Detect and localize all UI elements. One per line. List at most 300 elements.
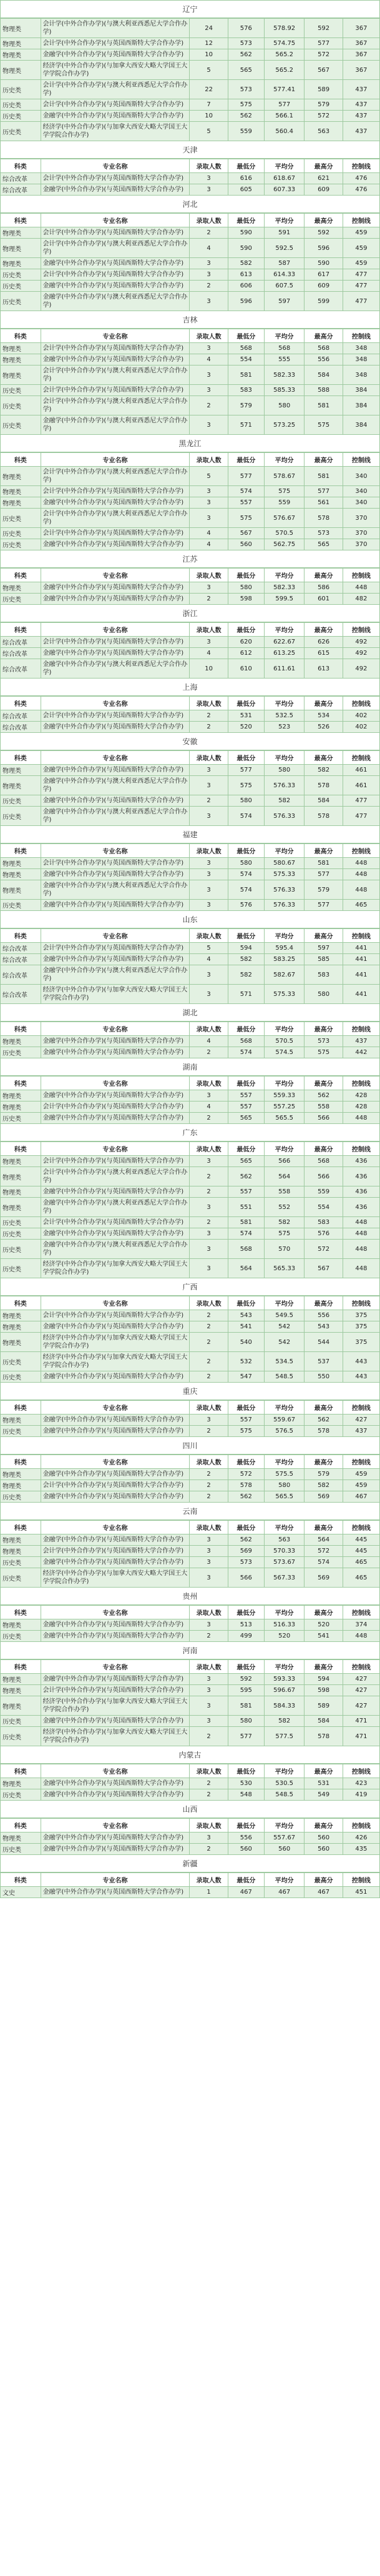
province-title: 河南: [0, 1642, 380, 1659]
admitted-count-cell: 3: [190, 776, 228, 795]
header-admitted: 录取人数: [190, 159, 228, 173]
major-cell: 金融学(中外合作办学)(与英国西斯特大学合作办学): [41, 497, 190, 509]
avg-score-cell: 532.5: [264, 710, 304, 722]
header-category: 科类: [1, 1142, 41, 1156]
max-score-cell: 597: [304, 943, 343, 954]
admitted-count-cell: 3: [190, 869, 228, 880]
category-cell: 物理类: [1, 1685, 41, 1696]
category-cell: 历史类: [1, 1113, 41, 1124]
major-cell: 金融学(中外合作办学)(与澳大利亚西悉尼大学合作办学): [41, 292, 190, 311]
max-score-cell: 572: [304, 111, 343, 122]
max-score-cell: 541: [304, 1631, 343, 1642]
header-row: [1, 1077, 380, 1090]
category-cell: 物理类: [1, 1090, 41, 1102]
major-cell: 金融学(中外合作办学)(与澳大利亚西悉尼大学合作办学): [41, 1198, 190, 1217]
admitted-count-cell: 2: [190, 594, 228, 605]
control-line-cell: 437: [343, 99, 379, 111]
min-score-cell: 568: [228, 1240, 264, 1259]
score-table: [0, 452, 380, 550]
max-score-cell: 567: [304, 61, 343, 80]
table-row: [1, 1102, 380, 1113]
score-table: [0, 1400, 380, 1437]
avg-score-cell: 570.5: [264, 1036, 304, 1047]
min-score-cell: 574: [228, 880, 264, 900]
avg-score-cell: 607.5: [264, 281, 304, 292]
max-score-cell: 609: [304, 281, 343, 292]
max-score-cell: 584: [304, 366, 343, 385]
avg-score-cell: 467: [264, 1887, 304, 1898]
header-row: [1, 1764, 380, 1778]
max-score-cell: 566: [304, 1167, 343, 1186]
admitted-count-cell: 3: [190, 1568, 228, 1588]
header-row: [1, 1022, 380, 1036]
control-line-cell: 367: [343, 61, 379, 80]
header-admitted: 录取人数: [190, 1873, 228, 1887]
header-min-score: 最低分: [228, 697, 264, 710]
max-score-cell: 554: [304, 1198, 343, 1217]
min-score-cell: 572: [228, 1469, 264, 1480]
max-score-cell: 596: [304, 239, 343, 258]
header-max-score: 最高分: [304, 569, 343, 582]
control-line-cell: 436: [343, 1186, 379, 1198]
header-major: 专业名称: [41, 453, 190, 467]
avg-score-cell: 575.33: [264, 869, 304, 880]
table-row: [1, 227, 380, 239]
table-row: [1, 1310, 380, 1321]
category-cell: 物理类: [1, 858, 41, 869]
min-score-cell: 582: [228, 954, 264, 965]
admitted-count-cell: 4: [190, 528, 228, 539]
control-line-cell: 482: [343, 594, 379, 605]
admitted-count-cell: 3: [190, 1090, 228, 1102]
max-score-cell: 590: [304, 258, 343, 269]
min-score-cell: 616: [228, 173, 264, 184]
admitted-count-cell: 3: [190, 765, 228, 776]
admitted-count-cell: 3: [190, 415, 228, 435]
avg-score-cell: 523: [264, 722, 304, 733]
header-max-score: 最高分: [304, 844, 343, 858]
major-cell: 金融学(中外合作办学)(与英国西斯特大学合作办学): [41, 648, 190, 659]
major-cell: 会计学(中外合作办学)(与英国西斯特大学合作办学): [41, 99, 190, 111]
header-category: 科类: [1, 1022, 41, 1036]
admitted-count-cell: 4: [190, 648, 228, 659]
major-cell: 金融学(中外合作办学)(与英国西斯特大学合作办学): [41, 594, 190, 605]
max-score-cell: 577: [304, 486, 343, 497]
header-avg-score: 平均分: [264, 1077, 304, 1090]
major-cell: 金融学(中外合作办学)(与英国西斯特大学合作办学): [41, 1047, 190, 1058]
avg-score-cell: 520: [264, 1631, 304, 1642]
header-major: 专业名称: [41, 1296, 190, 1310]
control-line-cell: 436: [343, 1198, 379, 1217]
table-row: [1, 539, 380, 550]
max-score-cell: 573: [304, 528, 343, 539]
score-table: [0, 750, 380, 826]
header-max-score: 最高分: [304, 1873, 343, 1887]
avg-score-cell: 574.5: [264, 1047, 304, 1058]
major-cell: 会计学(中外合作办学)(与英国西斯特大学合作办学): [41, 1546, 190, 1557]
header-category: 科类: [1, 1401, 41, 1415]
header-category: 科类: [1, 697, 41, 710]
header-min-score: 最低分: [228, 569, 264, 582]
category-cell: 物理类: [1, 1696, 41, 1716]
table-row: [1, 1491, 380, 1503]
header-major: 专业名称: [41, 1455, 190, 1469]
avg-score-cell: 582: [264, 795, 304, 807]
table-row: [1, 1113, 380, 1124]
admitted-count-cell: 3: [190, 292, 228, 311]
major-cell: 会计学(中外合作办学)(与英国西斯特大学合作办学): [41, 710, 190, 722]
max-score-cell: 568: [304, 343, 343, 354]
header-row: [1, 1142, 380, 1156]
admitted-count-cell: 10: [190, 659, 228, 679]
category-cell: 历史类: [1, 281, 41, 292]
max-score-cell: 543: [304, 1321, 343, 1333]
min-score-cell: 530: [228, 1778, 264, 1789]
avg-score-cell: 552: [264, 1198, 304, 1217]
header-control-line: 控制线: [343, 1819, 379, 1833]
avg-score-cell: 578.92: [264, 19, 304, 38]
min-score-cell: 592: [228, 1674, 264, 1685]
major-cell: 会计学(中外合作办学)(与英国西斯特大学合作办学): [41, 1310, 190, 1321]
max-score-cell: 565: [304, 539, 343, 550]
header-row: [1, 1401, 380, 1415]
avg-score-cell: 542: [264, 1321, 304, 1333]
header-control-line: 控制线: [343, 453, 379, 467]
admitted-count-cell: 2: [190, 227, 228, 239]
max-score-cell: 577: [304, 869, 343, 880]
admitted-count-cell: 2: [190, 1310, 228, 1321]
category-cell: 历史类: [1, 1371, 41, 1383]
control-line-cell: 441: [343, 965, 379, 985]
avg-score-cell: 591: [264, 227, 304, 239]
max-score-cell: 531: [304, 1778, 343, 1789]
category-cell: 物理类: [1, 467, 41, 486]
control-line-cell: 448: [343, 880, 379, 900]
category-cell: 物理类: [1, 1833, 41, 1844]
table-row: [1, 1480, 380, 1491]
category-cell: 物理类: [1, 1036, 41, 1047]
max-score-cell: 578: [304, 776, 343, 795]
header-avg-score: 平均分: [264, 751, 304, 765]
category-cell: 综合改革: [1, 722, 41, 733]
category-cell: 历史类: [1, 415, 41, 435]
max-score-cell: 582: [304, 765, 343, 776]
avg-score-cell: 618.67: [264, 173, 304, 184]
category-cell: 文史: [1, 1887, 41, 1898]
header-category: 科类: [1, 1455, 41, 1469]
admitted-count-cell: 2: [190, 1426, 228, 1437]
category-cell: 物理类: [1, 1156, 41, 1167]
min-score-cell: 580: [228, 858, 264, 869]
max-score-cell: 567: [304, 1259, 343, 1278]
major-cell: 金融学(中外合作办学)(与英国西斯特大学合作办学): [41, 1844, 190, 1855]
header-control-line: 控制线: [343, 569, 379, 582]
province-title: 湖南: [0, 1058, 380, 1076]
major-cell: 金融学(中外合作办学)(与英国西斯特大学合作办学): [41, 1557, 190, 1568]
header-category: 科类: [1, 1521, 41, 1534]
header-max-score: 最高分: [304, 1077, 343, 1090]
min-score-cell: 574: [228, 1228, 264, 1240]
header-avg-score: 平均分: [264, 159, 304, 173]
header-avg-score: 平均分: [264, 1455, 304, 1469]
category-cell: 历史类: [1, 292, 41, 311]
table-row: [1, 776, 380, 795]
province-title: 江苏: [0, 550, 380, 568]
min-score-cell: 562: [228, 1534, 264, 1546]
major-cell: 经济学(中外合作办学)(与加拿大西安大略大学国王大学学院合作办学): [41, 985, 190, 1004]
avg-score-cell: 592.5: [264, 239, 304, 258]
header-control-line: 控制线: [343, 844, 379, 858]
header-control-line: 控制线: [343, 329, 379, 343]
avg-score-cell: 575.5: [264, 1469, 304, 1480]
header-admitted: 录取人数: [190, 1606, 228, 1619]
major-cell: 金融学(中外合作办学)(与英国西斯特大学合作办学): [41, 795, 190, 807]
table-row: [1, 1789, 380, 1801]
table-row: [1, 869, 380, 880]
major-cell: 会计学(中外合作办学)(与英国西斯特大学合作办学): [41, 269, 190, 281]
avg-score-cell: 578.67: [264, 467, 304, 486]
admitted-count-cell: 2: [190, 1186, 228, 1198]
category-cell: 历史类: [1, 111, 41, 122]
min-score-cell: 559: [228, 122, 264, 141]
major-cell: 金融学(中外合作办学)(与英国西斯特大学合作办学): [41, 1778, 190, 1789]
major-cell: 会计学(中外合作办学)(与英国西斯特大学合作办学): [41, 637, 190, 648]
max-score-cell: 578: [304, 807, 343, 826]
table-row: [1, 49, 380, 61]
control-line-cell: 428: [343, 1102, 379, 1113]
major-cell: 会计学(中外合作办学)(与英国西斯特大学合作办学): [41, 1480, 190, 1491]
control-line-cell: 448: [343, 1631, 379, 1642]
control-line-cell: 471: [343, 1727, 379, 1746]
score-table: [0, 329, 380, 435]
table-row: [1, 943, 380, 954]
control-line-cell: 477: [343, 807, 379, 826]
header-avg-score: 平均分: [264, 1764, 304, 1778]
min-score-cell: 467: [228, 1887, 264, 1898]
control-line-cell: 374: [343, 1619, 379, 1631]
max-score-cell: 578: [304, 1426, 343, 1437]
max-score-cell: 572: [304, 49, 343, 61]
major-cell: 会计学(中外合作办学)(与英国西斯特大学合作办学): [41, 343, 190, 354]
table-row: [1, 1696, 380, 1716]
control-line-cell: 348: [343, 366, 379, 385]
category-cell: 物理类: [1, 1415, 41, 1426]
control-line-cell: 459: [343, 258, 379, 269]
table-row: [1, 1240, 380, 1259]
min-score-cell: 573: [228, 38, 264, 49]
control-line-cell: 441: [343, 954, 379, 965]
major-cell: 会计学(中外合作办学)(与澳大利亚西悉尼大学合作办学): [41, 19, 190, 38]
major-cell: 会计学(中外合作办学)(与英国西斯特大学合作办学): [41, 385, 190, 396]
avg-score-cell: 566: [264, 1156, 304, 1167]
table-row: [1, 258, 380, 269]
control-line-cell: 476: [343, 173, 379, 184]
avg-score-cell: 549.5: [264, 1310, 304, 1321]
category-cell: 历史类: [1, 509, 41, 528]
avg-score-cell: 548.5: [264, 1371, 304, 1383]
major-cell: 金融学(中外合作办学)(与英国西斯特大学合作办学): [41, 1113, 190, 1124]
max-score-cell: 560: [304, 1833, 343, 1844]
major-cell: 金融学(中外合作办学)(与澳大利亚西悉尼大学合作办学): [41, 659, 190, 679]
admitted-count-cell: 3: [190, 965, 228, 985]
max-score-cell: 559: [304, 1186, 343, 1198]
admitted-count-cell: 2: [190, 1352, 228, 1371]
header-min-score: 最低分: [228, 1455, 264, 1469]
control-line-cell: 445: [343, 1534, 379, 1546]
control-line-cell: 477: [343, 292, 379, 311]
major-cell: 会计学(中外合作办学)(与英国西斯特大学合作办学): [41, 1156, 190, 1167]
table-row: [1, 985, 380, 1004]
max-score-cell: 560: [304, 1844, 343, 1855]
control-line-cell: 441: [343, 985, 379, 1004]
min-score-cell: 590: [228, 239, 264, 258]
header-category: 科类: [1, 1660, 41, 1674]
min-score-cell: 575: [228, 776, 264, 795]
table-row: [1, 1090, 380, 1102]
header-min-score: 最低分: [228, 1660, 264, 1674]
major-cell: 金融学(中外合作办学)(与英国西斯特大学合作办学): [41, 765, 190, 776]
max-score-cell: 601: [304, 594, 343, 605]
max-score-cell: 581: [304, 467, 343, 486]
table-row: [1, 1156, 380, 1167]
score-table: [0, 1022, 380, 1058]
max-score-cell: 613: [304, 659, 343, 679]
header-avg-score: 平均分: [264, 1296, 304, 1310]
control-line-cell: 476: [343, 184, 379, 196]
admitted-count-cell: 3: [190, 1619, 228, 1631]
category-cell: 物理类: [1, 366, 41, 385]
min-score-cell: 513: [228, 1619, 264, 1631]
header-min-score: 最低分: [228, 1296, 264, 1310]
header-min-score: 最低分: [228, 1077, 264, 1090]
score-table: [0, 696, 380, 733]
major-cell: 金融学(中外合作办学)(与英国西斯特大学合作办学): [41, 1371, 190, 1383]
avg-score-cell: 557.67: [264, 1833, 304, 1844]
header-major: 专业名称: [41, 1606, 190, 1619]
province-title: 内蒙古: [0, 1746, 380, 1764]
header-major: 专业名称: [41, 751, 190, 765]
max-score-cell: 576: [304, 1228, 343, 1240]
header-major: 专业名称: [41, 697, 190, 710]
avg-score-cell: 585.33: [264, 385, 304, 396]
major-cell: 金融学(中外合作办学)(与英国西斯特大学合作办学): [41, 1321, 190, 1333]
table-row: [1, 239, 380, 258]
major-cell: 会计学(中外合作办学)(与澳大利亚西悉尼大学合作办学): [41, 239, 190, 258]
max-score-cell: 564: [304, 1534, 343, 1546]
max-score-cell: 586: [304, 582, 343, 594]
category-cell: 综合改革: [1, 954, 41, 965]
avg-score-cell: 516.33: [264, 1619, 304, 1631]
min-score-cell: 564: [228, 1259, 264, 1278]
table-row: [1, 184, 380, 196]
header-max-score: 最高分: [304, 159, 343, 173]
header-min-score: 最低分: [228, 1401, 264, 1415]
table-row: [1, 497, 380, 509]
table-row: [1, 1534, 380, 1546]
table-row: [1, 396, 380, 415]
major-cell: 金融学(中外合作办学)(与英国西斯特大学合作办学): [41, 539, 190, 550]
admitted-count-cell: 4: [190, 1036, 228, 1047]
admitted-count-cell: 2: [190, 1469, 228, 1480]
category-cell: 综合改革: [1, 985, 41, 1004]
admitted-count-cell: 4: [190, 1102, 228, 1113]
control-line-cell: 448: [343, 1240, 379, 1259]
category-cell: 历史类: [1, 594, 41, 605]
table-row: [1, 1217, 380, 1228]
admitted-count-cell: 3: [190, 1685, 228, 1696]
max-score-cell: 563: [304, 122, 343, 141]
table-row: [1, 385, 380, 396]
category-cell: 物理类: [1, 1480, 41, 1491]
table-row: [1, 1228, 380, 1240]
category-cell: 历史类: [1, 1844, 41, 1855]
min-score-cell: 574: [228, 807, 264, 826]
avg-score-cell: 570.33: [264, 1546, 304, 1557]
max-score-cell: 584: [304, 1716, 343, 1727]
category-cell: 历史类: [1, 1240, 41, 1259]
table-row: [1, 354, 380, 366]
header-major: 专业名称: [41, 1873, 190, 1887]
header-row: [1, 929, 380, 943]
control-line-cell: 492: [343, 659, 379, 679]
header-category: 科类: [1, 453, 41, 467]
header-major: 专业名称: [41, 1022, 190, 1036]
header-min-score: 最低分: [228, 1819, 264, 1833]
admitted-count-cell: 3: [190, 880, 228, 900]
header-control-line: 控制线: [343, 1455, 379, 1469]
avg-score-cell: 582.67: [264, 965, 304, 985]
major-cell: 会计学(中外合作办学)(与英国西斯特大学合作办学): [41, 528, 190, 539]
major-cell: 金融学(中外合作办学)(与英国西斯特大学合作办学): [41, 1833, 190, 1844]
min-score-cell: 580: [228, 1716, 264, 1727]
table-row: [1, 415, 380, 435]
province-title: 安徽: [0, 733, 380, 750]
admitted-count-cell: 3: [190, 1696, 228, 1716]
header-category: 科类: [1, 1764, 41, 1778]
header-major: 专业名称: [41, 159, 190, 173]
province-title: 上海: [0, 679, 380, 696]
header-max-score: 最高分: [304, 751, 343, 765]
major-cell: 会计学(中外合作办学)(与英国西斯特大学合作办学): [41, 38, 190, 49]
header-admitted: 录取人数: [190, 214, 228, 227]
category-cell: 历史类: [1, 99, 41, 111]
max-score-cell: 569: [304, 1568, 343, 1588]
control-line-cell: 465: [343, 1568, 379, 1588]
control-line-cell: 402: [343, 722, 379, 733]
min-score-cell: 578: [228, 1480, 264, 1491]
control-line-cell: 384: [343, 415, 379, 435]
table-row: [1, 1333, 380, 1352]
max-score-cell: 537: [304, 1352, 343, 1371]
avg-score-cell: 574.75: [264, 38, 304, 49]
major-cell: 金融学(中外合作办学)(与英国西斯特大学合作办学): [41, 722, 190, 733]
min-score-cell: 598: [228, 594, 264, 605]
table-row: [1, 173, 380, 184]
header-admitted: 录取人数: [190, 623, 228, 637]
province-title: 山东: [0, 911, 380, 928]
min-score-cell: 556: [228, 1833, 264, 1844]
score-table: [0, 1455, 380, 1503]
min-score-cell: 565: [228, 1156, 264, 1167]
header-max-score: 最高分: [304, 1142, 343, 1156]
max-score-cell: 544: [304, 1333, 343, 1352]
max-score-cell: 589: [304, 1696, 343, 1716]
control-line-cell: 443: [343, 1352, 379, 1371]
max-score-cell: 583: [304, 1217, 343, 1228]
header-max-score: 最高分: [304, 1660, 343, 1674]
header-row: [1, 1873, 380, 1887]
table-row: [1, 722, 380, 733]
